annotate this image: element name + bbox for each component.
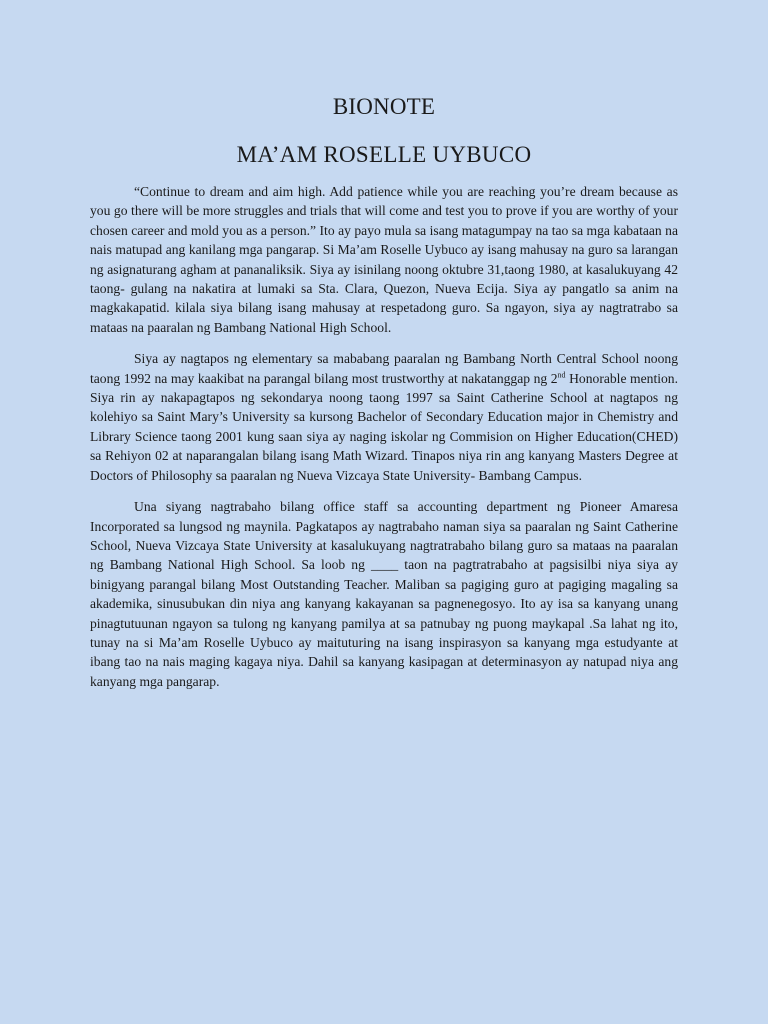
paragraph-2 [90, 349, 678, 485]
document-subtitle: MA’AM ROSELLE UYBUCO [236, 142, 532, 167]
document-body [90, 182, 678, 691]
document-title: BIONOTE [332, 94, 436, 119]
paragraph-1: “Continue to dream and aim high. Add patience while you are reaching you’re dream because as you go there will be more struggles and trials that will come and test you to prove if you are worthy of your chosen career and mold you as a person.” Ito ay payo mula sa isang matagumpay na tao sa mga kabataan na nais matupad ang kanilang mga pangarap. Si Ma’am Roselle Uybuco ay isang mahusay na guro sa larangan ng asignaturang agham at pananaliksik. Siya ay isinilang noong oktubre 31,taong 1980, at kasalukuyang 42 taong- gulang na nakatira at lumaki sa Sta. Clara, Quezon, Nueva Ecija. Siya ay pangatlo sa anim na magkakapatid. kilala siya bilang isang mahusay at respetadong guro. Sa ngayon, siya ay nagtratrabo sa mataas na paaralan ng Bambang National High School. [90, 184, 678, 335]
paragraph-3: Una siyang nagtrabaho bilang office staff sa accounting department ng Pioneer Amaresa Incorporated sa lungsod ng maynila. Pagkatapos ay nagtrabaho naman siya sa paaralan ng Saint Catherine School, Nueva Vizcaya State University at kasalukuyang nagtratrabaho bilang guro sa mataas na paaralan ng Bambang National High School. Sa loob ng ____ taon na pagtratrabaho at pagsisilbi niya siya ay binigyang parangal bilang Most Outstanding Teacher. Maliban sa pagiging guro at pagiging magaling sa akademika, sinusubukan din niya ang kanyang kakayanan sa pagnenegosyo. Ito ay isa sa kanyang unang pinagtutuunan ngayon sa tulong ng kanyang pamilya at sa patnubay ng puong maykapal .Sa lahat ng ito, tunay na si Ma’am Roselle Uybuco ay maituturing na isang inspirasyon sa kanyang mga estudyante at ibang tao na nais maging kagaya niya. Dahil sa kanyang kasipagan at determinasyon ay natupad niya ang kanyang mga pangarap. [90, 499, 678, 689]
paragraph-2-text-start: Siya ay nagtapos ng elementary sa mababang paaralan ng Bambang North Central School noong taong 1992 na may kaakibat na parangal bilang most trustworthy at nakatanggap ng 2 [90, 351, 678, 386]
ordinal-superscript: nd [557, 370, 566, 380]
paragraph-2-text-end: Honorable mention. Siya rin ay nakapagtapos ng sekondarya noong taong 1997 sa Saint Catherine School at nagtapos ng kolehiyo sa Saint Mary’s University sa kursong Bachelor of Secondary Education major in Chemistry and Library Science taong 2001 kung saan siya ay naging iskolar ng Commision on Higher Education(CHED) sa Rehiyon 02 at naparangalan bilang isang Math Wizard. Tinapos niya rin ang kanyang Masters Degree at Doctors of Philosophy sa paaralan ng Nueva Vizcaya State University- Bambang Campus. [90, 370, 678, 483]
